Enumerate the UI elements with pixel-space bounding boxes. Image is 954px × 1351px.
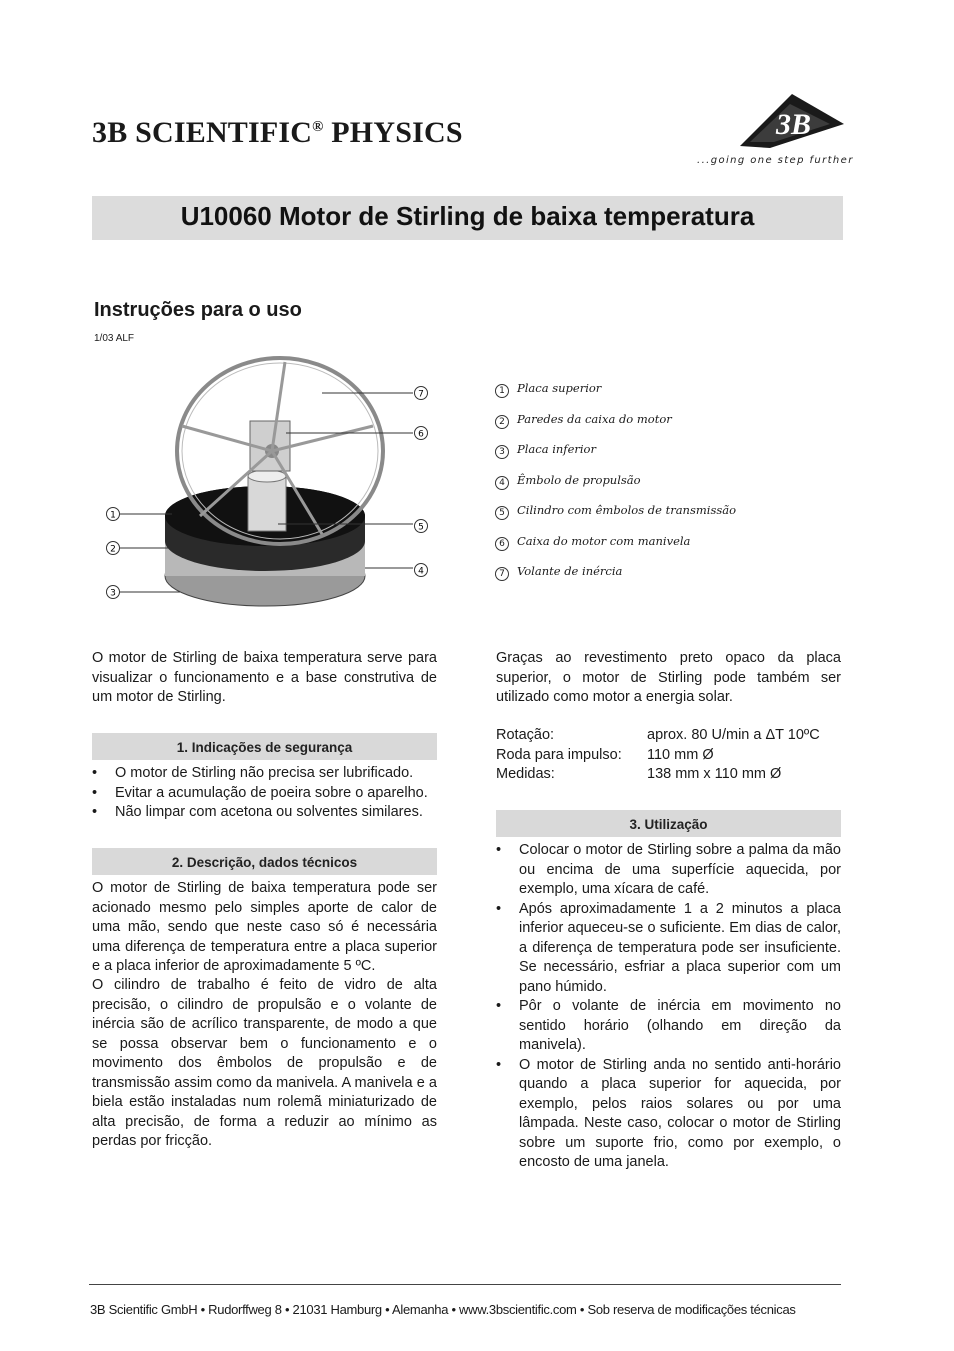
spec-row (496, 765, 841, 785)
legend-number: 5 (495, 506, 509, 520)
spec-value: 138 mm x 110 mm Ø (647, 766, 782, 782)
callout-6 (415, 427, 428, 440)
safety-list (92, 764, 437, 823)
legend-label: Caixa do motor com manivela (517, 534, 691, 548)
logo-text: 3B (776, 108, 812, 141)
legend-number: 7 (495, 567, 509, 581)
callout-5 (415, 520, 428, 533)
legend-label: Placa superior (517, 381, 602, 395)
callout-7 (415, 387, 428, 400)
legend-item (495, 473, 641, 493)
brand-suffix: PHYSICS (323, 116, 463, 149)
spec-key: Rotação: (496, 727, 555, 743)
legend-item (495, 503, 736, 523)
description-paragraph-1: O motor de Stirling de baixa temperatura pode ser acionado mesmo pelo simples aporte de calor de uma mão, sendo que neste caso só é necessária uma diferença de temperatura entre a placa superior e a placa inferior de aproximadamente 5 ºC. (92, 880, 437, 974)
list-item: • Após aproximadamente 1 a 2 minutos a placa inferior aqueceu-se o suficiente. Em dias de calor, a diferença de temperatura pode ser insuficiente. Se necessário, esfriar a placa superior com um pano húmido. (496, 900, 841, 998)
legend-item (495, 442, 596, 462)
spec-value: 110 mm Ø (647, 746, 714, 763)
legend-label: Cilindro com êmbolos de transmissão (517, 503, 737, 517)
footer: 3B Scientific GmbH • Rudorffweg 8 • 21031 Hamburg • Alemanha • www.3bscientific.com • Sob reserva de modificações técnicas (90, 1302, 796, 1317)
product-name: Motor de Stirling de baixa temperatura (271, 201, 755, 231)
spec-key: Medidas: (496, 766, 555, 782)
callout-1 (107, 508, 120, 521)
section-3-heading: 3. Utilização (496, 810, 841, 837)
callout-2 (107, 542, 120, 555)
legend-item (495, 564, 622, 584)
registered-mark: ® (312, 119, 324, 135)
list-item: • Evitar a acumulação de poeira sobre o aparelho. (92, 784, 437, 804)
specs-table (496, 726, 841, 785)
section-2-heading: 2. Descrição, dados técnicos (92, 848, 437, 875)
legend-number: 2 (495, 415, 509, 429)
callout-5-label: 5 (418, 522, 424, 533)
callout-4-label: 4 (418, 566, 424, 577)
callout-6-label: 6 (418, 429, 424, 440)
legend-label: Paredes da caixa do motor (517, 412, 672, 426)
usage-list (496, 841, 841, 1173)
callout-2-label: 2 (110, 544, 116, 555)
spec-value: aprox. 80 U/min a ΔT 10ºC (647, 727, 820, 743)
callout-7-label: 7 (418, 389, 424, 400)
intro-left-paragraph: O motor de Stirling de baixa temperatura serve para visualizar o funcionamento e a base construtiva de um motor de Stirling. (92, 650, 437, 705)
description-paragraph-2: O cilindro de trabalho é feito de vidro de alta precisão, o cilindro de propulsão e o volante de inércia são de acrílico transparente, de modo a que se possa observar bem o funcionamento e o movimento dos êmbolos de propulsão e de transmissão assim como da manivela. A manivela e a biela estão instaladas num rolemã miniaturizado de alta precisão, de forma a reduzir ao mínimo as perdas por fricção. (92, 977, 437, 1149)
list-item: • O motor de Stirling não precisa ser lubrificado. (92, 764, 437, 784)
legend-label: Volante de inércia (517, 564, 623, 578)
tagline: ...going one step further (697, 155, 854, 166)
document-title (92, 201, 843, 232)
list-item: • Pôr o volante de inércia em movimento no sentido horário (olhando em direção da manivela). (496, 997, 841, 1056)
spec-key: Roda para impulso: (496, 746, 622, 763)
product-code: U10060 (180, 201, 272, 231)
revision-code: 1/03 ALF (94, 333, 135, 344)
spec-row (496, 726, 841, 746)
brand-title (92, 116, 463, 150)
legend-item (495, 412, 672, 432)
callout-3-label: 3 (110, 588, 116, 599)
list-item: • O motor de Stirling anda no sentido anti-horário quando a placa superior for aquecida, por exemplo, pelos raios solares ou por uma lâmpada. Neste caso, colocar o motor de Stirling sobre um suporte frio, como por exemplo, o encosto de uma janela. (496, 1056, 841, 1173)
legend-label: Placa inferior (517, 442, 596, 456)
section-1-heading: 1. Indicações de segurança (92, 733, 437, 760)
stirling-motor-figure (100, 356, 440, 616)
footer-rule (89, 1284, 841, 1285)
legend-label: Êmbolo de propulsão (517, 473, 641, 487)
legend-number: 6 (495, 537, 509, 551)
list-item: • Não limpar com acetona ou solventes similares. (92, 803, 437, 823)
subtitle: Instruções para o uso (94, 299, 302, 321)
legend-number: 3 (495, 445, 509, 459)
callout-4 (415, 564, 428, 577)
title-bar (92, 196, 843, 240)
legend-number: 4 (495, 476, 509, 490)
spec-row (496, 746, 841, 766)
legend-item (495, 534, 690, 554)
intro-right-paragraph: Graças ao revestimento preto opaco da placa superior, o motor de Stirling pode também ser utilizado como motor a energia solar. (496, 650, 841, 705)
legend-item (495, 381, 601, 401)
callout-1-label: 1 (110, 510, 116, 521)
legend-number: 1 (495, 384, 509, 398)
list-item: • Colocar o motor de Stirling sobre a palma da mão ou encima de uma superfície aquecida, por exemplo, uma xícara de café. (496, 841, 841, 900)
brand-name: 3B SCIENTIFIC (92, 116, 313, 149)
callout-3 (107, 586, 120, 599)
